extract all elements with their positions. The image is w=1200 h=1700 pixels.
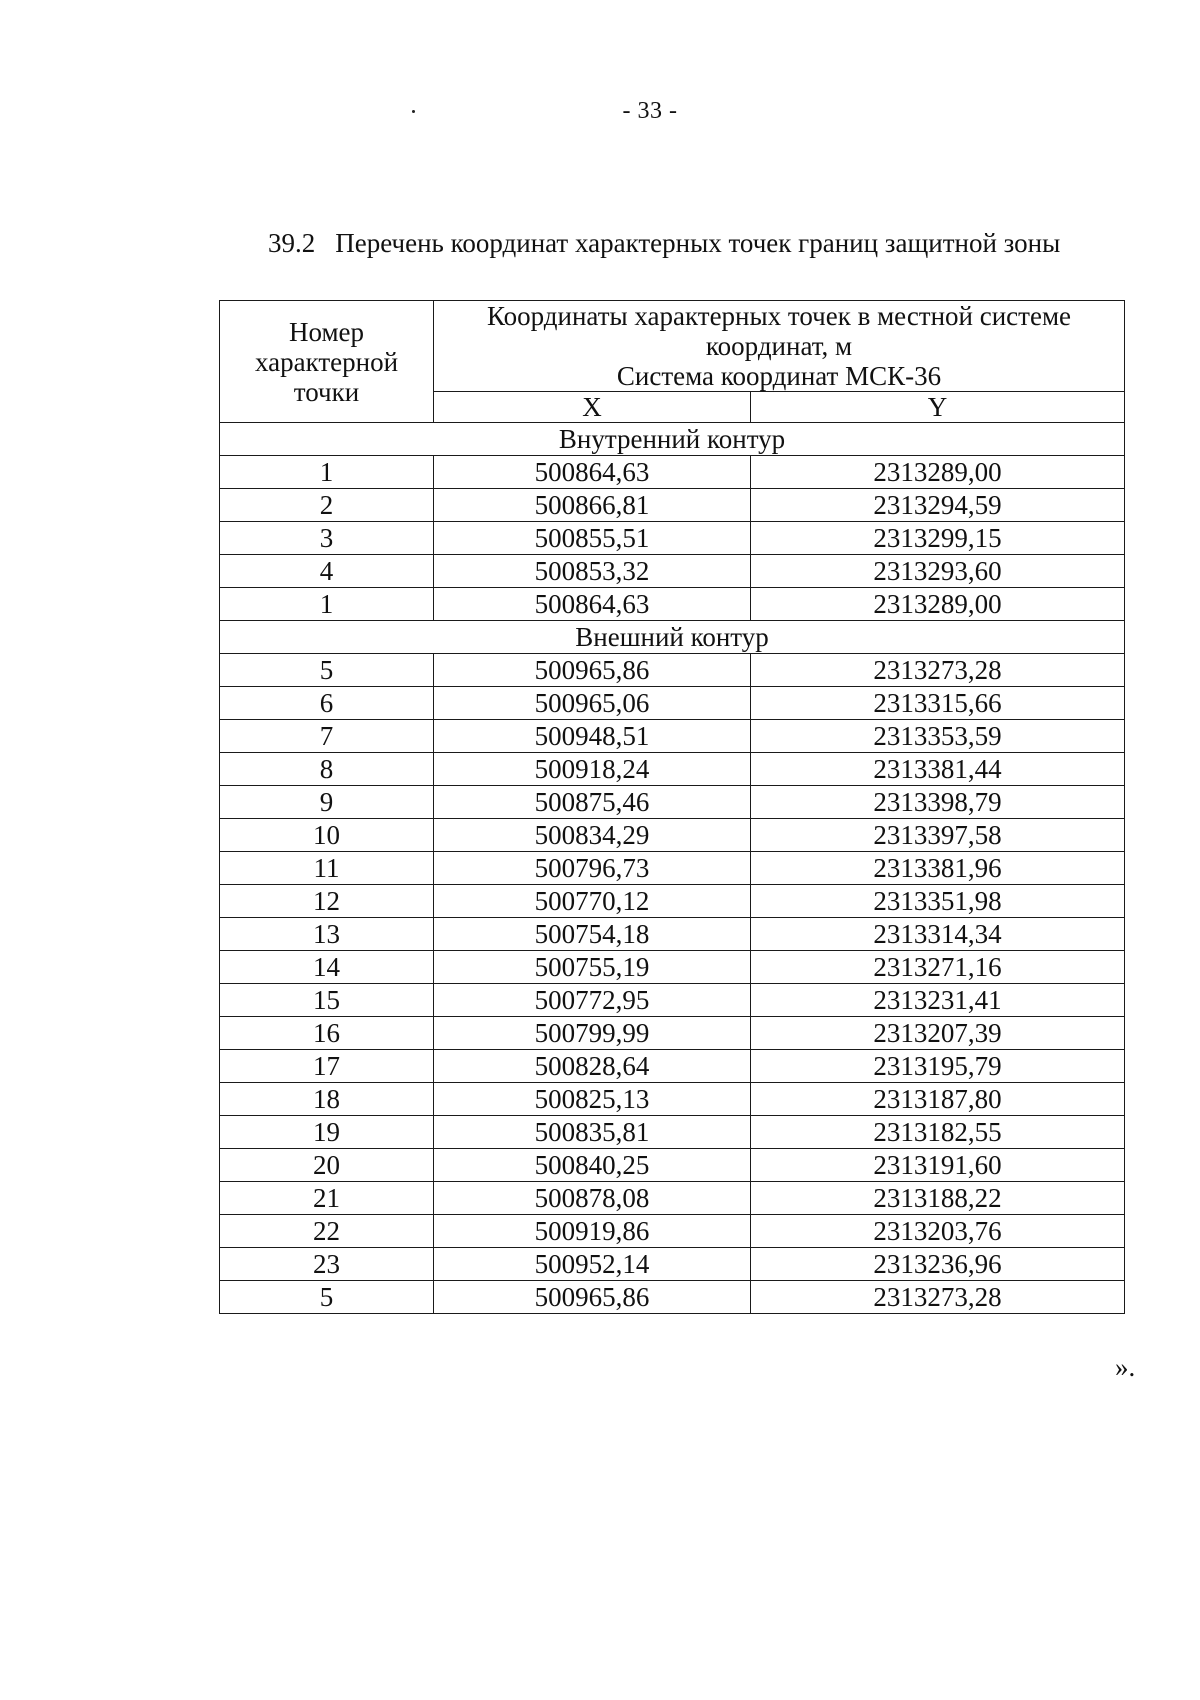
section-heading (268, 228, 1060, 259)
y-coordinate: 2313271,16 (751, 951, 1125, 984)
x-coordinate: 500840,25 (434, 1149, 751, 1182)
x-coordinate: 500866,81 (434, 489, 751, 522)
header-x: X (434, 392, 751, 423)
y-coordinate: 2313207,39 (751, 1017, 1125, 1050)
x-coordinate: 500796,73 (434, 852, 751, 885)
x-coordinate: 500828,64 (434, 1050, 751, 1083)
x-coordinate: 500864,63 (434, 456, 751, 489)
section-title: Перечень координат характерных точек границ защитной зоны (335, 228, 1061, 258)
x-coordinate: 500772,95 (434, 984, 751, 1017)
y-coordinate: 2313188,22 (751, 1182, 1125, 1215)
x-coordinate: 500754,18 (434, 918, 751, 951)
table-row (220, 687, 1125, 720)
x-coordinate: 500965,86 (434, 654, 751, 687)
table-row (220, 1149, 1125, 1182)
header-coordinate-system: Система координат МСК-36 (616, 361, 942, 391)
y-coordinate: 2313381,44 (751, 753, 1125, 786)
y-coordinate: 2313273,28 (751, 654, 1125, 687)
page-number: - 33 - (622, 98, 678, 124)
scan-artifact-dot (412, 110, 415, 113)
x-coordinate: 500770,12 (434, 885, 751, 918)
table-row (220, 588, 1125, 621)
header-y: Y (751, 392, 1125, 423)
y-coordinate: 2313182,55 (751, 1116, 1125, 1149)
point-number: 4 (220, 555, 434, 588)
x-coordinate: 500855,51 (434, 522, 751, 555)
table-row (220, 1083, 1125, 1116)
point-number: 9 (220, 786, 434, 819)
point-number: 21 (220, 1182, 434, 1215)
closing-quote-mark: ». (1115, 1352, 1136, 1382)
x-coordinate: 500835,81 (434, 1116, 751, 1149)
point-number: 16 (220, 1017, 434, 1050)
y-coordinate: 2313191,60 (751, 1149, 1125, 1182)
y-coordinate: 2313398,79 (751, 786, 1125, 819)
y-coordinate: 2313236,96 (751, 1248, 1125, 1281)
table-row (220, 852, 1125, 885)
x-coordinate: 500799,99 (434, 1017, 751, 1050)
table-row (220, 786, 1125, 819)
point-number: 3 (220, 522, 434, 555)
point-number: 19 (220, 1116, 434, 1149)
point-number: 5 (220, 1281, 434, 1314)
point-number: 1 (220, 456, 434, 489)
point-number: 6 (220, 687, 434, 720)
x-coordinate: 500919,86 (434, 1215, 751, 1248)
point-number: 1 (220, 588, 434, 621)
table-row (220, 1116, 1125, 1149)
point-number: 5 (220, 654, 434, 687)
y-coordinate: 2313381,96 (751, 852, 1125, 885)
y-coordinate: 2313353,59 (751, 720, 1125, 753)
point-number: 17 (220, 1050, 434, 1083)
y-coordinate: 2313231,41 (751, 984, 1125, 1017)
table-row (220, 1182, 1125, 1215)
y-coordinate: 2313203,76 (751, 1215, 1125, 1248)
y-coordinate: 2313315,66 (751, 687, 1125, 720)
x-coordinate: 500864,63 (434, 588, 751, 621)
table-row (220, 555, 1125, 588)
table-row (220, 918, 1125, 951)
point-number: 20 (220, 1149, 434, 1182)
table-row (220, 720, 1125, 753)
y-coordinate: 2313289,00 (751, 588, 1125, 621)
y-coordinate: 2313294,59 (751, 489, 1125, 522)
section-inner-contour: Внутренний контур (220, 423, 1125, 456)
point-number: 22 (220, 1215, 434, 1248)
table-row (220, 456, 1125, 489)
y-coordinate: 2313195,79 (751, 1050, 1125, 1083)
x-coordinate: 500965,86 (434, 1281, 751, 1314)
y-coordinate: 2313187,80 (751, 1083, 1125, 1116)
table-row (220, 885, 1125, 918)
table-row (220, 1017, 1125, 1050)
x-coordinate: 500952,14 (434, 1248, 751, 1281)
section-number: 39.2 (268, 228, 316, 258)
x-coordinate: 500878,08 (434, 1182, 751, 1215)
point-number: 10 (220, 819, 434, 852)
table-row (220, 753, 1125, 786)
point-number: 12 (220, 885, 434, 918)
point-number: 13 (220, 918, 434, 951)
y-coordinate: 2313397,58 (751, 819, 1125, 852)
y-coordinate: 2313299,15 (751, 522, 1125, 555)
x-coordinate: 500918,24 (434, 753, 751, 786)
table-row (220, 522, 1125, 555)
table-row (220, 1248, 1125, 1281)
x-coordinate: 500965,06 (434, 687, 751, 720)
y-coordinate: 2313289,00 (751, 456, 1125, 489)
header-point-number: Номер характерной точки (220, 301, 434, 423)
point-number: 15 (220, 984, 434, 1017)
table-row (220, 951, 1125, 984)
table-row (220, 819, 1125, 852)
point-number: 11 (220, 852, 434, 885)
y-coordinate: 2313314,34 (751, 918, 1125, 951)
x-coordinate: 500875,46 (434, 786, 751, 819)
table-row (220, 1050, 1125, 1083)
point-number: 7 (220, 720, 434, 753)
x-coordinate: 500853,32 (434, 555, 751, 588)
header-coordinates-title: Координаты характерных точек в местной системе координат, м (486, 301, 1072, 361)
point-number: 2 (220, 489, 434, 522)
table-row (220, 984, 1125, 1017)
x-coordinate: 500825,13 (434, 1083, 751, 1116)
y-coordinate: 2313351,98 (751, 885, 1125, 918)
y-coordinate: 2313273,28 (751, 1281, 1125, 1314)
table-row (220, 1281, 1125, 1314)
y-coordinate: 2313293,60 (751, 555, 1125, 588)
section-outer-contour: Внешний контур (220, 621, 1125, 654)
point-number: 23 (220, 1248, 434, 1281)
point-number: 14 (220, 951, 434, 984)
point-number: 8 (220, 753, 434, 786)
table-row (220, 654, 1125, 687)
x-coordinate: 500948,51 (434, 720, 751, 753)
table-row (220, 1215, 1125, 1248)
header-coordinates-caption (434, 301, 1125, 392)
coordinates-table (219, 300, 1125, 1314)
x-coordinate: 500755,19 (434, 951, 751, 984)
coordinates-table-body (220, 423, 1125, 1314)
x-coordinate: 500834,29 (434, 819, 751, 852)
table-row (220, 489, 1125, 522)
point-number: 18 (220, 1083, 434, 1116)
